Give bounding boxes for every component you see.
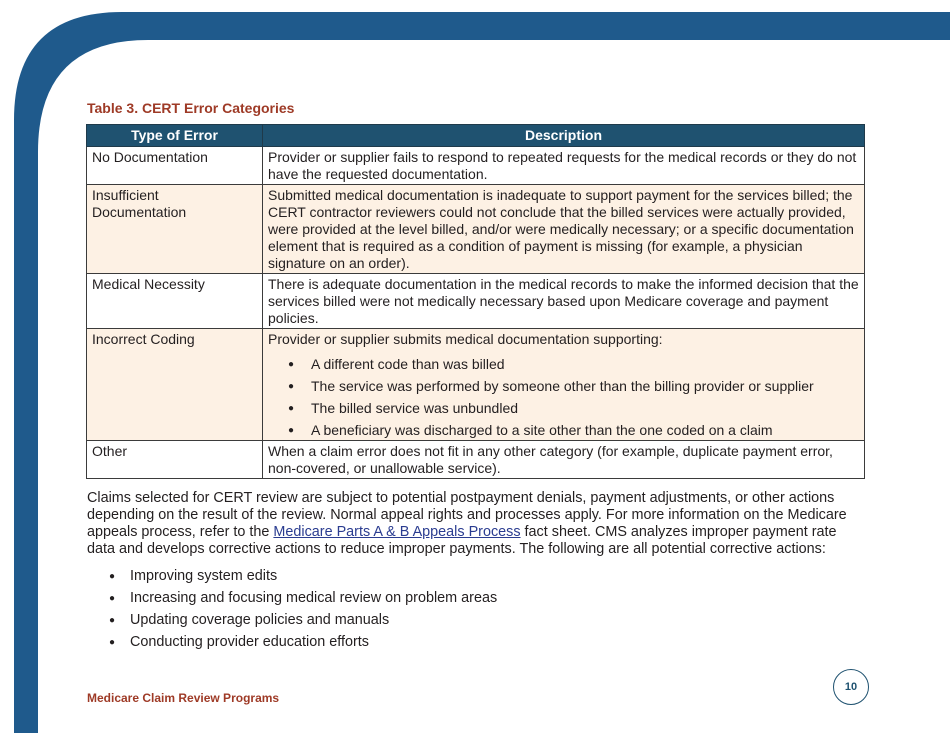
table-row bbox=[87, 185, 865, 274]
footer-title: Medicare Claim Review Programs bbox=[87, 691, 280, 705]
table-row bbox=[87, 274, 865, 329]
list-item: ● A different code than was billed bbox=[288, 356, 859, 373]
error-type-cell: Medical Necessity bbox=[87, 274, 263, 329]
error-type-cell: Other bbox=[87, 441, 263, 479]
paragraph-text-before-link: Claims selected for CERT review are subject to potential postpayment denials, payment adjustments, or other actions depending on the result of the review. Normal appeal rights and processes apply. For more information on the Medicare appeals process, refer to the bbox=[87, 490, 847, 540]
error-description-cell: Submitted medical documentation is inadequate to support payment for the services billed; the CERT contractor reviewers could not conclude that the billed services were actually provided, were provided at the level billed, and/or were medically necessary; or a specific documentation element that is required as a condition of payment is missing (for example, a physician signature on an order). bbox=[263, 185, 865, 274]
list-item: ● The billed service was unbundled bbox=[288, 400, 859, 417]
table-row bbox=[87, 329, 865, 441]
page-number-badge: 10 bbox=[833, 669, 869, 705]
error-type-cell: Incorrect Coding bbox=[87, 329, 263, 441]
list-item: ● The service was performed by someone other than the billing provider or supplier bbox=[288, 378, 859, 395]
table-row bbox=[87, 441, 865, 479]
error-description-cell: There is adequate documentation in the medical records to make the informed decision that the services billed were not medically necessary based upon Medicare coverage and payment policies. bbox=[263, 274, 865, 329]
error-description-cell: Provider or supplier fails to respond to repeated requests for the medical records or they do not have the requested documentation. bbox=[263, 147, 865, 185]
list-item: ● Improving system edits bbox=[109, 568, 809, 590]
coding-bullet-list bbox=[268, 356, 859, 439]
header-description: Description bbox=[263, 125, 865, 147]
error-description-cell: When a claim error does not fit in any other category (for example, duplicate payment error, non-covered, or unallowable service). bbox=[263, 441, 865, 479]
list-item: ● Updating coverage policies and manuals bbox=[109, 612, 809, 634]
header-type-of-error: Type of Error bbox=[87, 125, 263, 147]
table-title: Table 3. CERT Error Categories bbox=[87, 100, 295, 116]
list-item: ● Conducting provider education efforts bbox=[109, 634, 809, 656]
coding-lead-text: Provider or supplier submits medical documentation supporting: bbox=[268, 331, 663, 347]
error-type-text: Insufficient Documentation bbox=[92, 187, 187, 220]
paragraph-text-after-link: fact sheet. CMS analyzes improper payment rate data and develops corrective actions to reduce improper payments. The following are all potential corrective actions: bbox=[87, 524, 837, 557]
error-type-cell bbox=[87, 185, 263, 274]
list-item: ● Increasing and focusing medical review on problem areas bbox=[109, 590, 809, 612]
appeals-process-link[interactable]: Medicare Parts A & B Appeals Process bbox=[273, 524, 521, 540]
error-type-cell: No Documentation bbox=[87, 147, 263, 185]
list-item: ● A beneficiary was discharged to a site other than the one coded on a claim bbox=[288, 422, 859, 439]
cert-error-table bbox=[86, 124, 865, 479]
table-row bbox=[87, 147, 865, 185]
table-header-row bbox=[87, 125, 865, 147]
corrective-actions-list bbox=[109, 568, 809, 656]
error-description-cell bbox=[263, 329, 865, 441]
body-paragraph bbox=[87, 490, 862, 558]
